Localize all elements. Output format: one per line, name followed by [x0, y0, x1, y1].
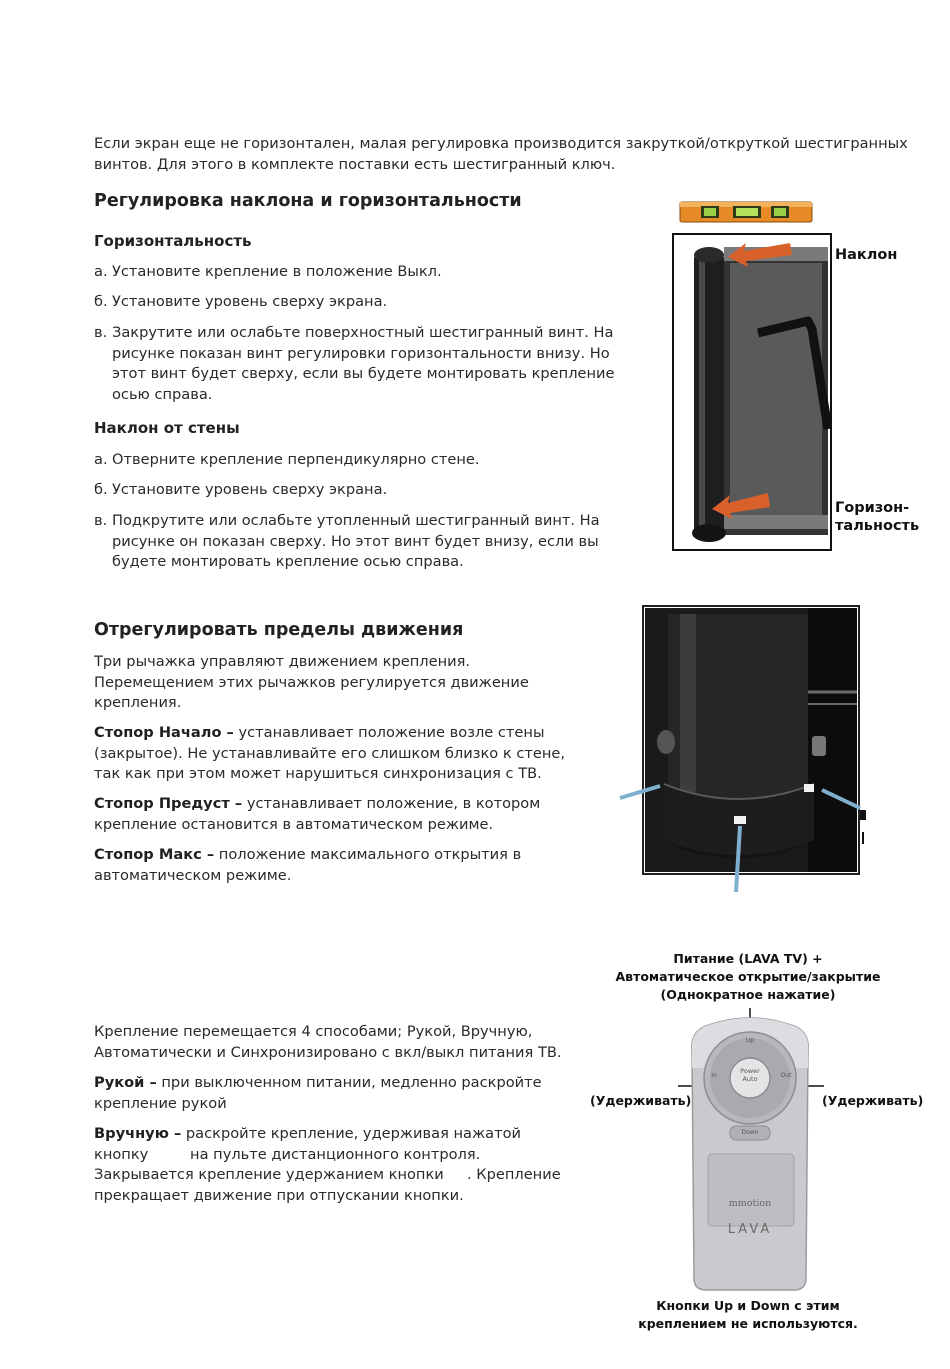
remote-button-out[interactable]: Out [780, 1072, 792, 1079]
remote-caption-bottom-line2: креплением не используются. [638, 1316, 858, 1331]
step-mark: в. [94, 512, 108, 529]
intro-paragraph: Если экран еще не горизонтален, малая регулировка производится закруткой/откруткой шестигранных винтов. Для этого в комплекте поставки есть шестигранный ключ. [94, 135, 908, 173]
label-tilt: Наклон [835, 247, 898, 263]
remote-button-up[interactable]: Up [745, 1037, 755, 1044]
manual-hand-paragraph [94, 1073, 564, 1114]
step-horizontal-b [94, 292, 624, 313]
stop-max-term: Стопор Макс – [94, 846, 215, 863]
remote-caption-top-line1: Питание (LAVA TV) + [673, 951, 823, 966]
section-title-motion-limits: Отрегулировать пределы движения [94, 620, 464, 640]
stop-max-paragraph [94, 845, 554, 886]
step-mark: а. [94, 263, 108, 280]
step-text: Подкрутите или ослабьте утопленный шестигранный винт. На рисунке он показан сверху. Но этот винт будет внизу, если вы будете монтировать крепление осью справа. [112, 512, 600, 570]
stop-levers-photo [618, 604, 868, 894]
remote-control-image [672, 1008, 824, 1294]
subheading-tilt: Наклон от стены [94, 419, 240, 437]
label-horizontal [835, 499, 919, 535]
remote-brand-small: mmotion [728, 1198, 772, 1209]
step-text: Установите уровень сверху экрана. [112, 481, 388, 498]
step-text: Отверните крепление перпендикулярно стене. [112, 451, 480, 468]
hold-label-right: (Удерживать) [822, 1093, 924, 1108]
step-horizontal-c [94, 323, 624, 405]
spirit-level-image [679, 199, 813, 225]
hold-label-left: (Удерживать) [590, 1093, 692, 1108]
step-tilt-c [94, 511, 624, 573]
step-text: Установите крепление в положение Выкл. [112, 263, 442, 280]
label-horizontal-line1: Горизон- [835, 500, 910, 516]
remote-caption-bottom [598, 1297, 898, 1333]
mount-adjustment-photo [672, 233, 832, 551]
step-mark: в. [94, 324, 108, 341]
manual-hand-term: Рукой – [94, 1074, 157, 1091]
stop-start-text: устанавливает положение возле стены (закрытое). Не устанавливайте его слишком близко к стене, так как при этом может нарушиться синхронизация с ТВ. [94, 724, 565, 782]
movement-modes-intro: Крепление перемещается 4 способами; Рукой, Вручную, Автоматически и Синхронизировано с вкл/выкл питания ТВ. [94, 1023, 562, 1061]
stop-preset-text: устанавливает положение, в котором крепление остановится в автоматическом режиме. [94, 795, 541, 833]
motion-limits-intro: Три рычажка управляют движением крепления. Перемещением этих рычажков регулируется движение крепления. [94, 653, 529, 711]
stop-start-paragraph [94, 723, 584, 785]
remote-caption-top-line2: Автоматическое открытие/закрытие [615, 969, 881, 984]
stop-start-term: Стопор Начало – [94, 724, 234, 741]
manual-remote-paragraph [94, 1124, 574, 1206]
stop-max-text: положение максимального открытия в автоматическом режиме. [94, 846, 522, 884]
subheading-horizontal: Горизонтальность [94, 232, 252, 250]
remote-caption-top-line3: (Однократное нажатие) [660, 987, 836, 1002]
step-text: Закрутите или ослабьте поверхностный шестигранный винт. На рисунке показан винт регулировки горизонтальности внизу. Но этот винт будет сверху, если вы будете монтировать крепление осью справа. [112, 324, 615, 403]
step-tilt-a [94, 450, 624, 471]
manual-remote-term: Вручную – [94, 1125, 182, 1142]
manual-remote-text: раскройте крепление, удерживая нажатой кнопку на пульте дистанционного контроля. Закрывается крепление удержанием кнопки . Крепление прекращает движение при отпускании кнопки. [94, 1125, 566, 1204]
step-mark: б. [94, 481, 108, 498]
power-label: Power [740, 1067, 760, 1075]
remote-brand-logo: LAVA [727, 1222, 773, 1237]
auto-label: Auto [742, 1075, 758, 1083]
remote-button-down[interactable]: Down [741, 1129, 759, 1136]
step-tilt-b [94, 480, 624, 501]
remote-caption-bottom-line1: Кнопки Up и Down с этим [656, 1298, 840, 1313]
stop-preset-term: Стопор Предуст – [94, 795, 243, 812]
step-mark: а. [94, 451, 108, 468]
stop-preset-paragraph [94, 794, 564, 835]
remote-button-in[interactable]: In [711, 1072, 717, 1079]
manual-hand-text: при выключенном питании, медленно раскройте крепление рукой [94, 1074, 542, 1112]
remote-caption-top [598, 950, 898, 1004]
section-title-tilt-level: Регулировка наклона и горизонтальности [94, 191, 522, 211]
step-horizontal-a [94, 262, 624, 283]
remote-button-power-auto[interactable] [733, 1067, 767, 1083]
label-horizontal-line2: тальность [835, 518, 920, 534]
step-text: Установите уровень сверху экрана. [112, 293, 388, 310]
step-mark: б. [94, 293, 108, 310]
